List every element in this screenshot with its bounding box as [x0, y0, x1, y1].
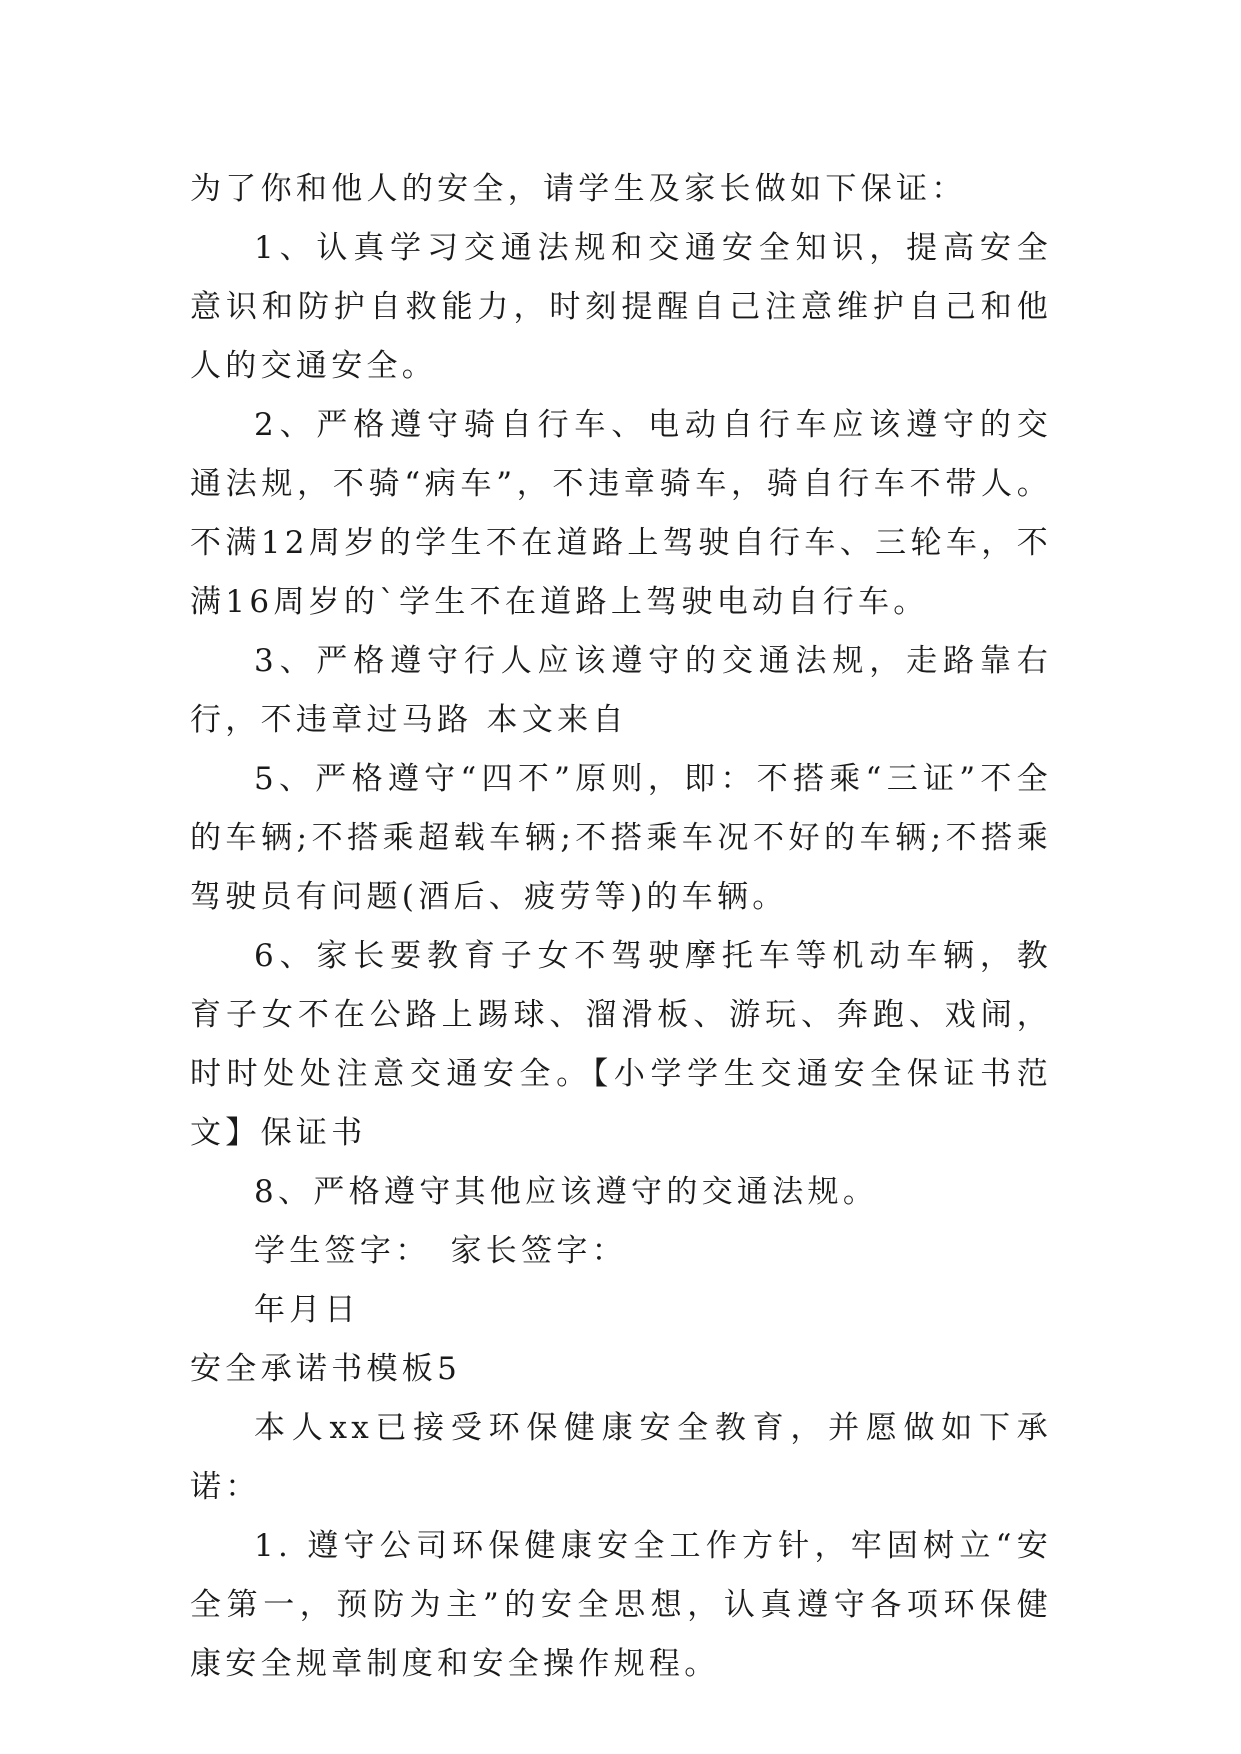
item-6-paragraph: 6、家长要教育子女不驾驶摩托车等机动车辆，教育子女不在公路上踢球、溜滑板、游玩、奔跑、戏闹，时时处处注意交通安全。【小学学生交通安全保证书范文】保证书: [190, 938, 1052, 1151]
item-8-paragraph: 8、严格遵守其他应该遵守的交通法规。: [254, 1174, 879, 1210]
item-2-paragraph: 2、严格遵守骑自行车、电动自行车应该遵守的交通法规，不骑“病车”，不违章骑车，骑自行车不带人。不满12周岁的学生不在道路上驾驶自行车、三轮车，不满16周岁的`学生不在道路上驾驶电动自行车。: [190, 407, 1052, 620]
student-signature-label: 学生签字：: [254, 1233, 431, 1269]
document-body: [190, 160, 1052, 1694]
date-line: 年月日: [254, 1292, 360, 1328]
section-5-heading: 安全承诺书模板5: [190, 1351, 462, 1387]
item-3-paragraph: 3、严格遵守行人应该遵守的交通法规，走路靠右行，不违章过马路 本文来自: [190, 643, 1052, 738]
section-5-item-1: 1. 遵守公司环保健康安全工作方针，牢固树立“安全第一，预防为主”的安全思想，认真遵守各项环保健康安全规章制度和安全操作规程。: [190, 1528, 1052, 1682]
parent-signature-label: 家长签字：: [450, 1233, 627, 1269]
item-1-paragraph: 1、认真学习交通法规和交通安全知识，提高安全意识和防护自救能力，时刻提醒自己注意维护自己和他人的交通安全。: [190, 230, 1052, 384]
item-5-paragraph: 5、严格遵守“四不”原则，即：不搭乘“三证”不全的车辆;不搭乘超载车辆;不搭乘车况不好的车辆;不搭乘驾驶员有问题(酒后、疲劳等)的车辆。: [190, 761, 1052, 915]
signature-line: [190, 1222, 1052, 1281]
section-5-intro: 本人xx已接受环保健康安全教育，并愿做如下承诺：: [190, 1410, 1052, 1505]
intro-paragraph: 为了你和他人的安全，请学生及家长做如下保证：: [190, 171, 967, 207]
